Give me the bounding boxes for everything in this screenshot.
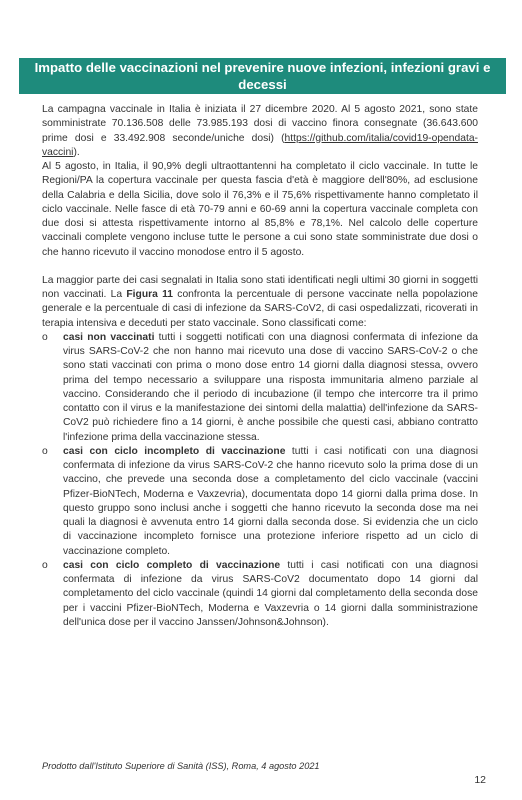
section-title-banner (19, 58, 506, 94)
paragraph-campaign-text: La campagna vaccinale in Italia è iniziata il 27 dicembre 2020. Al 5 agosto 2021, sono state somministrate 70.136.508 delle 73.985.193 dosi di vaccino finora consegnate (36.643.600 prime dosi e 33.492.908 seconde/uniche dosi) ( (42, 104, 478, 144)
paragraph-classification (42, 274, 478, 331)
paragraph-classification-intro: La maggior parte dei casi segnalati in Italia sono stati identificati negli ultimi 30 giorni in soggetti non vaccinati. La (42, 274, 478, 300)
list-item-complete-cycle (42, 559, 478, 630)
section-title-line-2: decessi (238, 77, 287, 92)
definition-incomplete-cycle: tutti i casi notificati con una diagnosi confermata di infezione da virus SARS-CoV-2 che hanno ricevuto solo la prima dose di un vaccino, che prevede una seconda dose a completamento del ciclo vaccinale (vaccini Pfizer-BioNTech, Moderna e Vaxzevria), documentata dopo 14 giorni dalla prima dose. In questo gruppo sono inclusi anche i soggetti che hanno ricevuto la seconda dose ma nei quali la diagnosi è avvenuta entro 14 giorni dalla seconda dose. Si evidenzia che un ciclo di vaccinazione incompleto fornisce una protezione inferiore rispetto ad un ciclo di vaccinazione completo. (63, 445, 478, 557)
page-number: 12 (474, 774, 486, 786)
term-complete-cycle: casi con ciclo completo di vaccinazione (63, 559, 281, 571)
github-vaccine-data-link[interactable]: https://github.com/italia/covid19-opendata-vaccini (42, 132, 478, 158)
paragraph-campaign (42, 103, 478, 160)
definition-complete-cycle: tutti i casi notificati con una diagnosi confermata di infezione da virus SARS-CoV2 documentato dopo 14 giorni dal completamento del ciclo vaccinale (quindi 14 giorni dal completamento della seconda dose per i vaccini Pfizer-BioNTech, Moderna e Vaxzevria o 14 giorni dalla somministrazione dell'unica dose per il vaccino Janssen/Johnson&Johnson). (63, 559, 478, 628)
paragraph-classification-text: confronta la percentuale di persone vaccinate nella popolazione generale e la percentuale di casi di infezione da SARS-CoV2, di casi ospedalizzati, ricoverati in terapia intensiva e deceduti per stato vaccinale. Sono classificati come: (42, 289, 478, 329)
bullet-marker: o (42, 331, 48, 343)
case-definition-list (42, 331, 478, 630)
paragraph-coverage: Al 5 agosto, in Italia, il 90,9% degli ultraottantenni ha completato il ciclo vaccinale. In tutte le Regioni/PA la copertura vaccinale per questa fascia d'età è maggiore dell'80%, ad esclusione della Calabria e della Sicilia, dove solo il 76,3% e il 75,6% rispettivamente hanno completato il ciclo vaccinale. Nelle fasce di età 70-79 anni e 60-69 anni la copertura vaccinale completa con due dosi si attesta rispettivamente intorno al 85,8% e 78,1%. Nel calcolo delle coperture vaccinali complete vengono incluse tutte le persone a cui sono state somministrate due dosi o che hanno ricevuto il vaccino monodose entro il 5 agosto. (42, 161, 478, 258)
bullet-marker: o (42, 445, 48, 457)
bullet-marker: o (42, 559, 48, 571)
main-content (42, 103, 478, 630)
paragraph-campaign-closing: ). (73, 146, 80, 158)
term-incomplete-cycle: casi con ciclo incompleto di vaccinazione (63, 445, 286, 457)
term-unvaccinated: casi non vaccinati (63, 331, 155, 343)
list-item-incomplete-cycle (42, 445, 478, 559)
figure-reference: Figura 11 (126, 289, 174, 300)
footer-source-note: Prodotto dall'Istituto Superiore di Sanità (ISS), Roma, 4 agosto 2021 (42, 761, 320, 771)
section-title-line-1: Impatto delle vaccinazioni nel prevenire nuove infezioni, infezioni gravi e (34, 60, 491, 75)
definition-unvaccinated: tutti i soggetti notificati con una diagnosi confermata di infezione da virus SARS-CoV-2 che non hanno mai ricevuto una dose di vaccino SARS-CoV-2 o che sono stati vaccinati con prima o mono dose entro 14 giorni dalla diagnosi stessa, ovvero prima del tempo necessario a sviluppare una risposta immunitaria almeno parziale al vaccino. Considerando che il periodo di incubazione (il tempo che intercorre tra il primo contatto con il virus e la manifestazione dei sintomi della malattia) dell'infezione da SARS-CoV2 può richiedere fino a 14 giorni, è anche possibile che questi casi, abbiano contratto l'infezione prima della vaccinazione stessa. (63, 331, 478, 443)
list-item-unvaccinated (42, 331, 478, 445)
